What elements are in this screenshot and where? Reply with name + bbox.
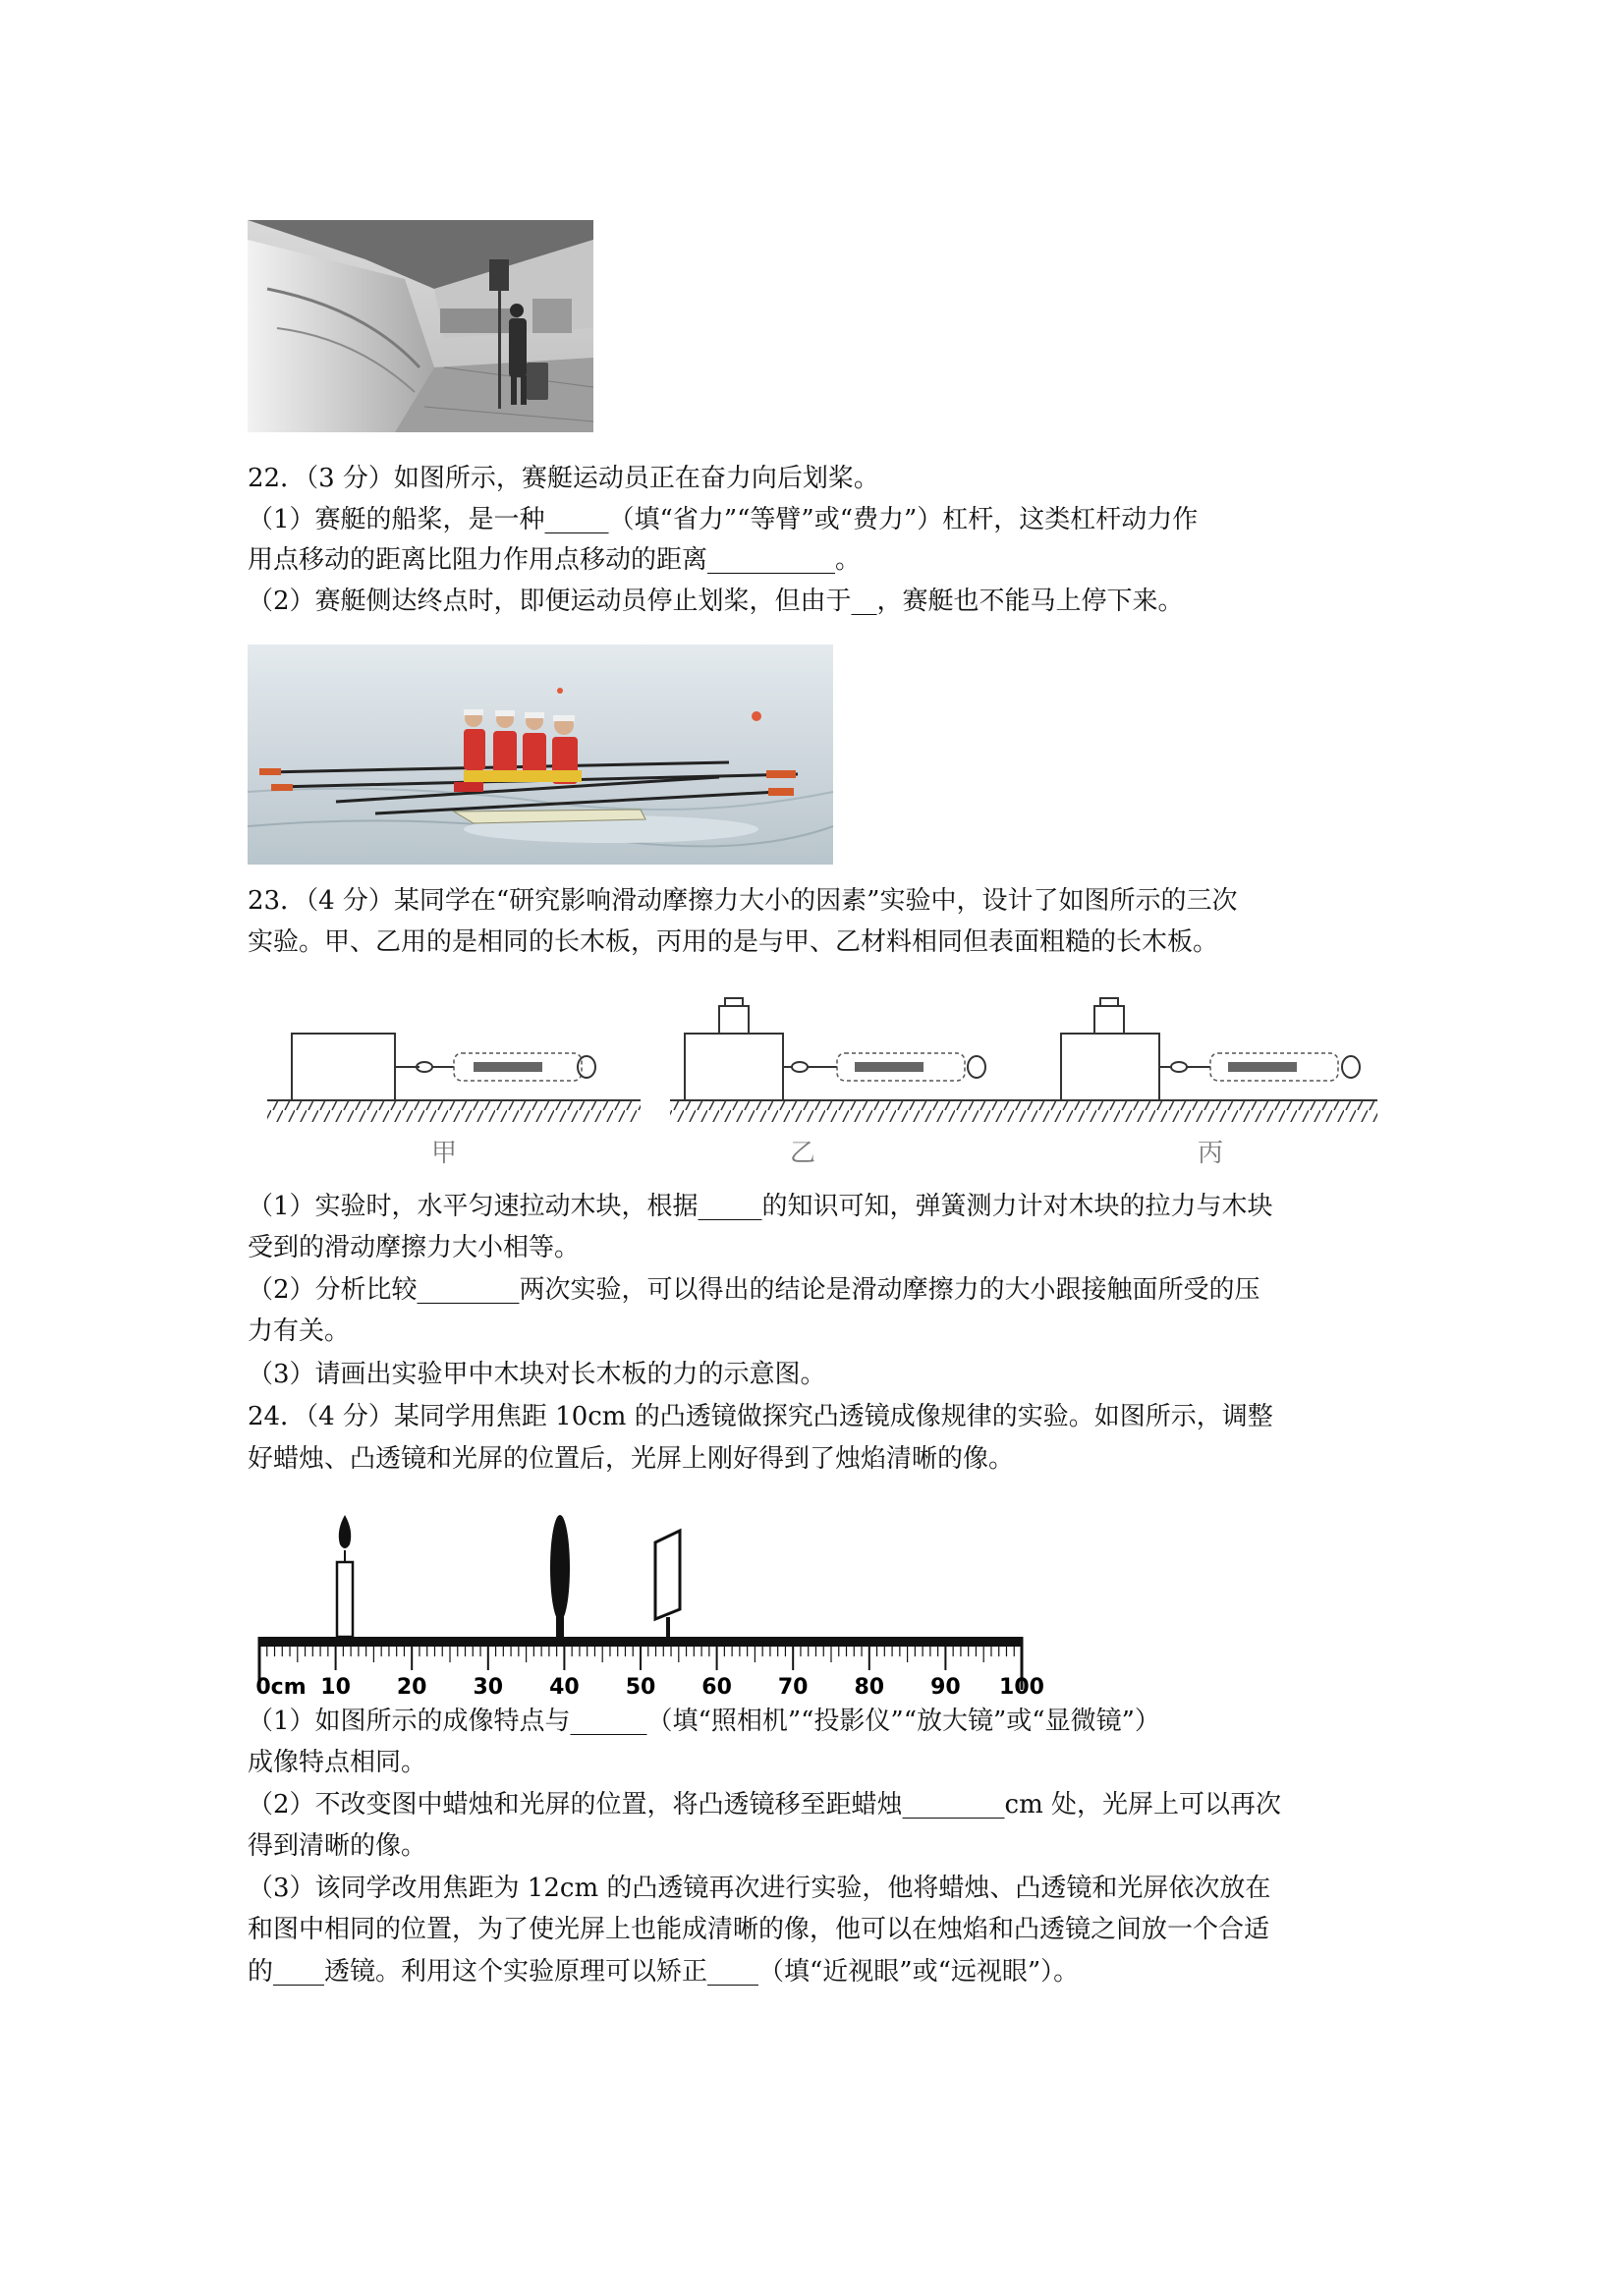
q22-part1-line1: （1）赛艇的船桨，是一种_____（填“省力”“等臂”或“费力”）杠杆，这类杠杆动力作 xyxy=(248,505,1199,534)
q24-part3-line3: 的____透镜。利用这个实验原理可以矫正____（填“近视眼”或“远视眼”）。 xyxy=(248,1957,1080,1987)
fig-label-yi: 乙 xyxy=(789,1139,816,1168)
q24-part1-line2: 成像特点相同。 xyxy=(248,1748,427,1777)
q24-part1-line1: （1）如图所示的成像特点与______（填“照相机”“投影仪”“放大镜”或“显微镜”） xyxy=(248,1707,1160,1736)
q24-stem-line2: 好蜡烛、凸透镜和光屏的位置后，光屏上刚好得到了烛焰清晰的像。 xyxy=(248,1444,1015,1474)
rowing-photo xyxy=(248,644,833,865)
setup-yi xyxy=(670,998,1043,1122)
q24-part2-line1: （2）不改变图中蜡烛和光屏的位置，将凸透镜移至距蜡烛________cm 处，光屏上可以再次 xyxy=(248,1790,1282,1820)
light-screen xyxy=(655,1531,680,1637)
q22-part1-line2: 用点移动的距离比阻力作用点移动的距离__________。 xyxy=(248,545,862,575)
q22-stem: 22．（3 分）如图所示，赛艇运动员正在奋力向后划桨。 xyxy=(248,464,879,493)
q23-part1-line2: 受到的滑动摩擦力大小相等。 xyxy=(248,1233,581,1262)
candle xyxy=(337,1515,353,1637)
q24-part2-line2: 得到清晰的像。 xyxy=(248,1831,427,1861)
ruler-label: 90 xyxy=(930,1675,961,1700)
q23-part2-line2: 力有关。 xyxy=(248,1316,351,1346)
fig-label-jia: 甲 xyxy=(430,1139,458,1168)
fig-label-bing: 丙 xyxy=(1197,1139,1224,1168)
ruler-label: 30 xyxy=(473,1675,504,1700)
convex-lens xyxy=(550,1515,570,1637)
q23-part1-line1: （1）实验时，水平匀速拉动木块，根据_____的知识可知，弹簧测力计对木块的拉力与木块 xyxy=(248,1192,1273,1221)
setup-jia xyxy=(267,1034,641,1122)
ruler-label: 40 xyxy=(549,1675,580,1700)
friction-experiment-figure xyxy=(248,992,1387,1179)
q23-stem-line2: 实验。甲、乙用的是相同的长木板，丙用的是与甲、乙材料相同但表面粗糙的长木板。 xyxy=(248,927,1219,957)
ruler xyxy=(255,1637,1044,1700)
ruler-label: 80 xyxy=(854,1675,885,1700)
ruler-label: 70 xyxy=(777,1675,809,1700)
ruler-label: 100 xyxy=(999,1675,1044,1700)
train-platform-photo xyxy=(248,220,593,432)
ruler-label: 60 xyxy=(701,1675,732,1700)
q22-part2: （2）赛艇侧达终点时，即便运动员停止划桨，但由于__，赛艇也不能马上停下来。 xyxy=(248,587,1184,616)
ruler-label: 20 xyxy=(396,1675,427,1700)
q24-part3-line1: （3）该同学改用焦距为 12cm 的凸透镜再次进行实验，他将蜡烛、凸透镜和光屏依次放在 xyxy=(248,1874,1271,1903)
q24-stem-line1: 24．（4 分）某同学用焦距 10cm 的凸透镜做探究凸透镜成像规律的实验。如图所示，调整 xyxy=(248,1402,1273,1431)
q23-stem-line1: 23．（4 分）某同学在“研究影响滑动摩擦力大小的因素”实验中，设计了如图所示的三次 xyxy=(248,886,1238,916)
q23-part2-line1: （2）分析比较________两次实验，可以得出的结论是滑动摩擦力的大小跟接触面所受的压 xyxy=(248,1275,1260,1305)
q23-part3: （3）请画出实验甲中木块对长木板的力的示意图。 xyxy=(248,1360,826,1389)
ruler-label: 50 xyxy=(625,1675,656,1700)
setup-bing xyxy=(1043,998,1377,1122)
q24-part3-line2: 和图中相同的位置，为了使光屏上也能成清晰的像，他可以在烛焰和凸透镜之间放一个合适 xyxy=(248,1915,1270,1944)
ruler-label: 0cm xyxy=(255,1675,307,1700)
optical-bench-figure xyxy=(248,1501,1044,1700)
ruler-label: 10 xyxy=(320,1675,351,1700)
